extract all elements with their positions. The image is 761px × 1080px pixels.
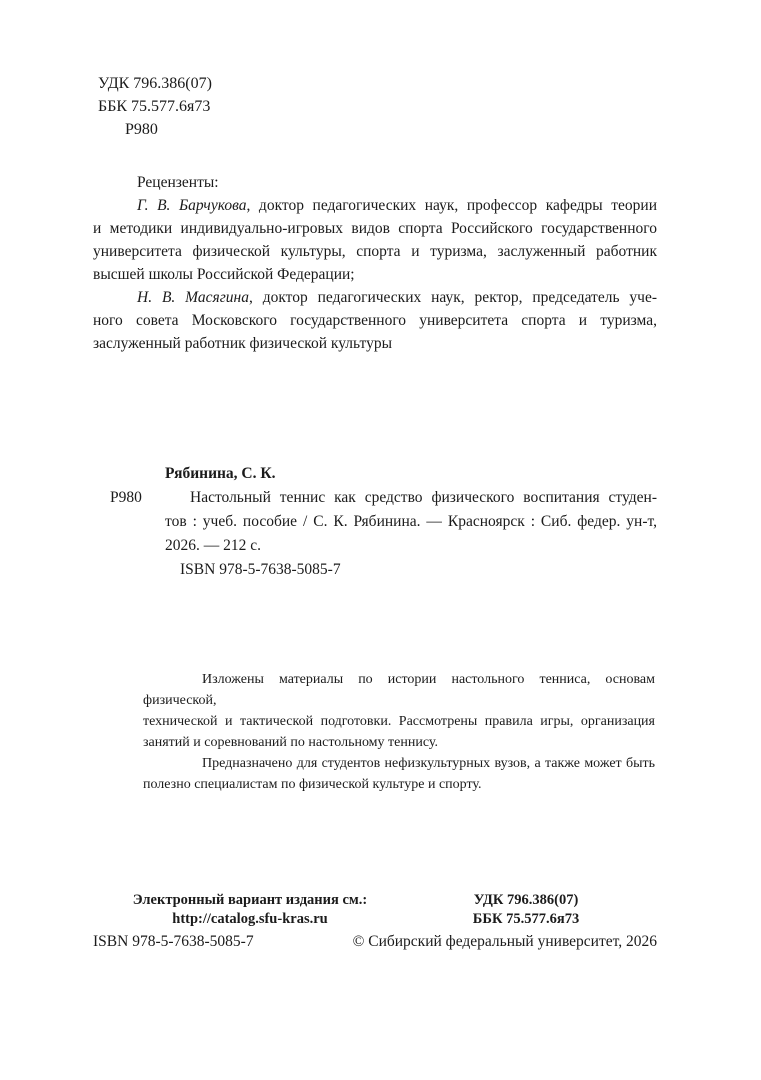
- catalog-title-line-3: 2026. — 212 с.: [165, 537, 262, 554]
- copyright-notice: © Сибирский федеральный университет, 2026: [352, 933, 657, 950]
- catalog-author-sign: Р980: [110, 489, 142, 506]
- catalog-isbn: ISBN 978-5-7638-5085-7: [180, 561, 341, 578]
- reviewer-1-name: Г. В. Барчукова: [137, 197, 247, 214]
- reviewers-heading: Рецензенты:: [137, 174, 219, 191]
- reviewer-2-line-2: ного совета Московского государственного университета спорта и туризма,: [93, 312, 657, 329]
- reviewer-2-line-3: заслуженный работник физической культуры: [93, 335, 392, 352]
- reviewer-2-line-1: [93, 286, 657, 309]
- catalog-title-line-2: тов : учеб. пособие / С. К. Рябинина. — Красноярск : Сиб. федер. ун-т,: [165, 513, 657, 530]
- footer-udc-code: УДК 796.386(07): [473, 892, 579, 908]
- bbk-code: ББК 75.577.6я73: [98, 98, 211, 115]
- catalog-entry-body: [165, 462, 657, 582]
- annotation-line-1: Изложены материалы по истории настольного тенниса, основам физической,: [143, 672, 655, 708]
- electronic-edition-note: [120, 891, 380, 929]
- annotation-line-5: полезно специалистам по физической культуре и спорту.: [143, 777, 482, 792]
- reviewer-2-name: Н. В. Масягина: [137, 289, 249, 306]
- reviewer-2-title: , доктор педагогических наук, ректор, председатель уче-: [248, 289, 657, 306]
- catalog-author: Рябинина, С. К.: [165, 465, 276, 482]
- reviewer-1-line-1: [93, 194, 657, 217]
- footer-bbk-code: ББК 75.577.6я73: [472, 911, 580, 927]
- catalog-entry: [93, 462, 657, 582]
- footer-classification-codes: [396, 891, 656, 929]
- footer-isbn: ISBN 978-5-7638-5085-7: [93, 933, 254, 950]
- isbn-copyright-row: [93, 933, 657, 951]
- reviewer-1-line-4: высшей школы Российской Федерации;: [93, 266, 355, 283]
- udc-code: УДК 796.386(07): [98, 75, 212, 92]
- annotation: [143, 669, 655, 795]
- reviewer-1-title: , доктор педагогических наук, профессор кафедры теории: [246, 197, 657, 214]
- reviewers-section: [93, 171, 657, 355]
- catalog-title-line-1: Настольный теннис как средство физического воспитания студен-: [190, 489, 657, 506]
- catalog-url: http://catalog.sfu-kras.ru: [172, 911, 328, 927]
- classification-codes: [98, 72, 212, 141]
- annotation-line-2: технической и тактической подготовки. Рассмотрены правила игры, организация: [143, 714, 655, 729]
- electronic-edition-label: Электронный вариант издания см.:: [132, 892, 368, 908]
- author-sign: Р980: [125, 121, 158, 138]
- reviewer-1-line-2: и методики индивидуально-игровых видов спорта Российского государственного: [93, 220, 657, 237]
- annotation-line-4: Предназначено для студентов нефизкультурных вузов, а также может быть: [202, 756, 655, 771]
- annotation-line-3: занятий и соревнований по настольному теннису.: [143, 735, 438, 750]
- reviewer-1-line-3: университета физической культуры, спорта и туризма, заслуженный работник: [93, 243, 657, 260]
